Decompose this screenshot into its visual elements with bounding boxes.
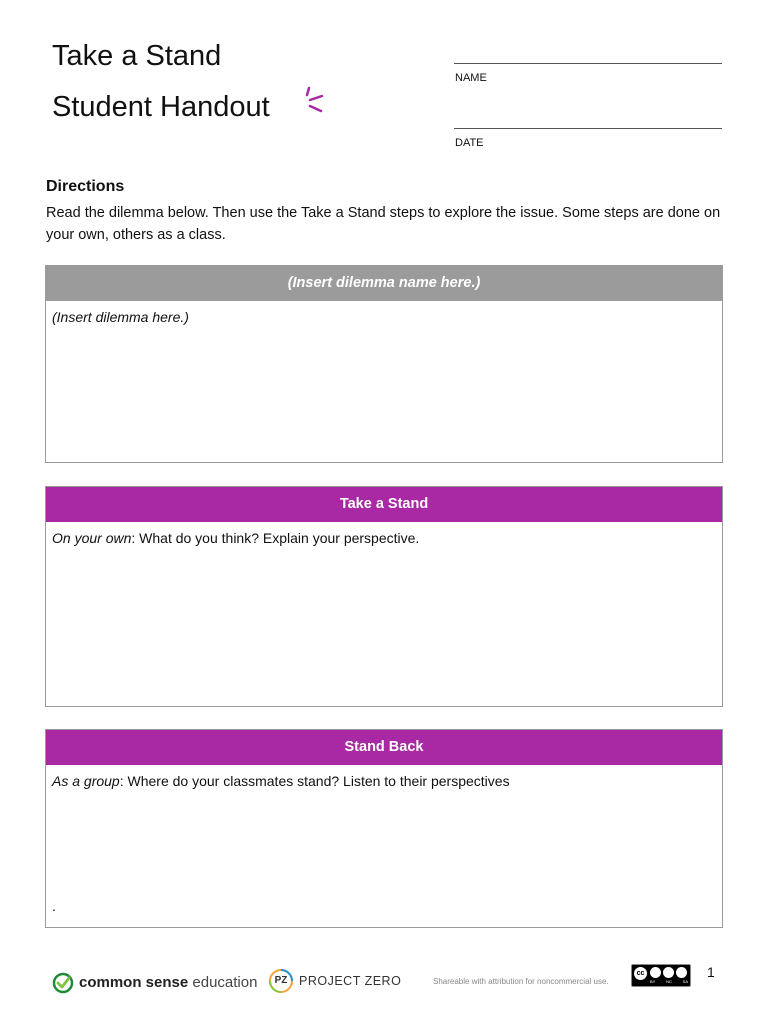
take-a-stand-prompt[interactable] xyxy=(46,522,722,554)
stand-back-prefix: As a group xyxy=(52,773,120,789)
project-zero-badge: PZ xyxy=(274,975,288,986)
sa-icon xyxy=(676,967,687,978)
common-sense-check-icon xyxy=(52,972,74,994)
dilemma-panel xyxy=(45,265,723,463)
date-field-line[interactable] xyxy=(454,128,722,129)
stand-back-prompt[interactable] xyxy=(46,765,722,797)
license-text: Shareable with attribution for noncommercial use. xyxy=(433,977,609,986)
stand-back-trailing-period: . xyxy=(52,898,56,914)
common-sense-logo-text xyxy=(79,974,257,991)
dilemma-panel-header: (Insert dilemma name here.) xyxy=(46,266,722,301)
take-a-stand-header: Take a Stand xyxy=(46,487,722,522)
stand-back-question: : Where do your classmates stand? Listen to their perspectives xyxy=(119,773,510,789)
page-title-line-2: Student Handout xyxy=(52,91,270,123)
take-a-stand-panel xyxy=(45,486,723,707)
project-zero-name: PROJECT ZERO xyxy=(299,974,402,988)
stand-back-panel xyxy=(45,729,723,928)
cc-license-badge xyxy=(631,964,691,987)
csm-brand-bold: common sense xyxy=(79,974,189,991)
cc-term-sa: SA xyxy=(682,979,688,984)
cc-term-nc: NC xyxy=(666,979,672,984)
name-label: NAME xyxy=(455,72,487,84)
cc-term-by: BY xyxy=(650,979,656,984)
directions-text: Read the dilemma below. Then use the Take a Stand steps to explore the issue. Some steps are done on your own, others as a class. xyxy=(46,205,721,243)
take-a-stand-question: : What do you think? Explain your perspective. xyxy=(131,530,420,546)
cc-terms xyxy=(650,979,688,985)
page-number: 1 xyxy=(707,964,715,980)
page-title-line-1: Take a Stand xyxy=(52,40,222,72)
dilemma-text[interactable]: (Insert dilemma here.) xyxy=(52,309,189,325)
csm-brand-light: education xyxy=(192,974,258,991)
nc-icon xyxy=(663,967,674,978)
sparkle-icon xyxy=(304,86,326,116)
date-label: DATE xyxy=(455,137,484,149)
directions-heading: Directions xyxy=(46,178,125,195)
cc-icon: cc xyxy=(634,967,647,980)
stand-back-header: Stand Back xyxy=(46,730,722,765)
take-a-stand-prefix: On your own xyxy=(52,530,132,546)
name-field-line[interactable] xyxy=(454,63,722,64)
by-icon xyxy=(650,967,661,978)
